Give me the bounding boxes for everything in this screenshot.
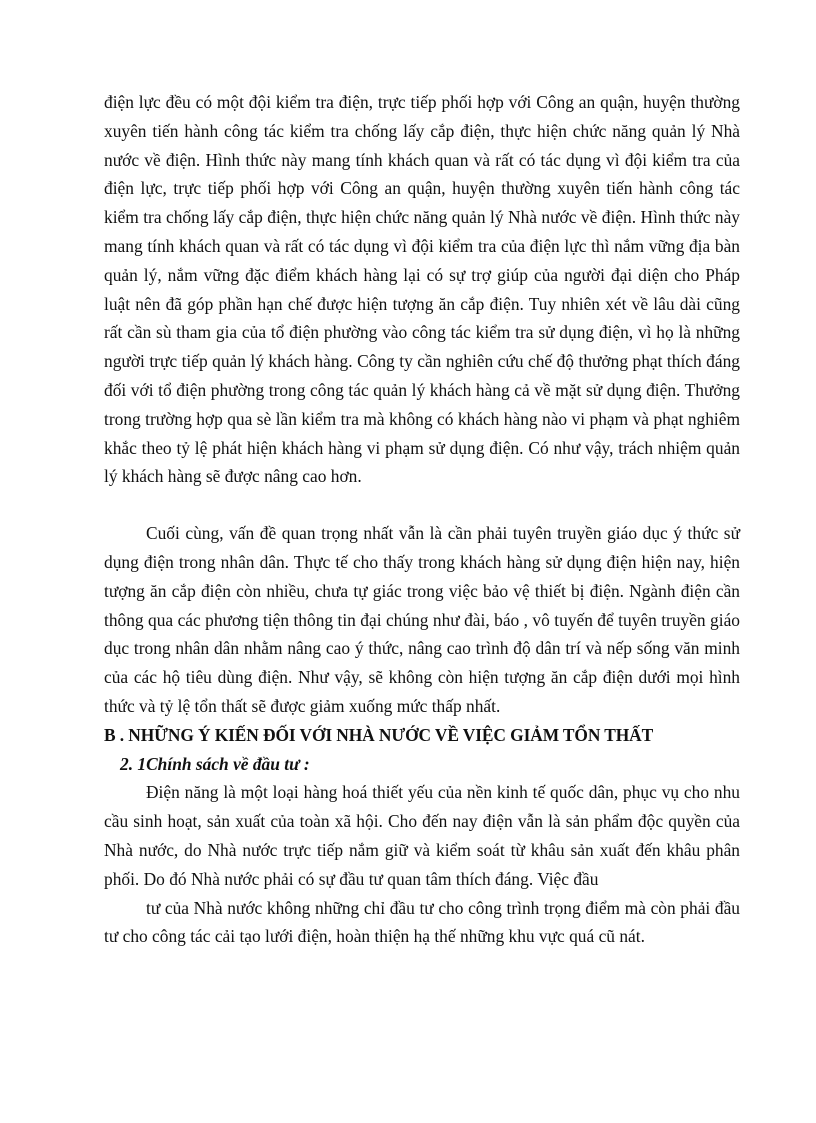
paragraph-propaganda: Cuối cùng, vấn đề quan trọng nhất vẫn là cần phải tuyên truyền giáo dục ý thức sử dụng điện trong nhân dân. Thực tế cho thấy trong khách hàng sử dụng điện hiện nay, hiện tượng ăn cắp điện còn nhiều, chưa tự giác trong việc bảo vệ thiết bị điện. Ngành điện cần thông qua các phương tiện thông tin đại chúng như đài, báo , vô tuyến để tuyên truyền giáo dục trong nhân dân nhằm nâng cao ý thức, nâng cao trình độ dân trí và nếp sống văn minh của các hộ tiêu dùng điện. Như vậy, sẽ không còn hiện tượng ăn cắp điện dưới mọi hình thức và tỷ lệ tổn thất sẽ được giảm xuống mức thấp nhất.	[104, 523, 740, 716]
paragraph-electricity-commodity: Điện năng là một loại hàng hoá thiết yếu của nền kinh tế quốc dân, phục vụ cho nhu cầu sinh hoạt, sản xuất của toàn xã hội. Cho đến nay điện vẫn là sản phẩm độc quyền của Nhà nước, do Nhà nước trực tiếp nắm giữ và kiểm soát từ khâu sản xuất đến khâu phân phối. Do đó Nhà nước phải có sự đầu tư quan tâm thích đáng. Việc đầu	[104, 782, 740, 889]
document-page	[104, 88, 740, 951]
paragraph-inspection: điện lực đều có một đội kiểm tra điện, trực tiếp phối hợp với Công an quận, huyện thường xuyên tiến hành công tác kiểm tra chống lấy cắp điện, thực hiện chức năng quản lý Nhà nước về điện. Hình thức này mang tính khách quan và rất có tác dụng vì đội kiểm tra của điện lực, trực tiếp phối hợp với Công an quận, huyện thường xuyên tiến hành công tác kiểm tra chống lấy cắp điện, thực hiện chức năng quản lý Nhà nước về điện. Hình thức này mang tính khách quan và rất có tác dụng vì đội kiểm tra của điện lực thì nắm vững địa bàn quản lý, nắm vững đặc điểm khách hàng lại có sự trợ giúp của người đại diện cho Pháp luật nên đã góp phần hạn chế được hiện tượng ăn cắp điện. Tuy nhiên xét về lâu dài cũng rất cần sù tham gia của tổ điện phường vào công tác kiểm tra sử dụng điện, vì họ là những người trực tiếp quản lý khách hàng. Công ty cần nghiên cứu chế độ thưởng phạt thích đáng đối với tổ điện phường trong công tác quản lý khách hàng cả về mặt sử dụng điện. Thưởng trong trường hợp qua sè lần kiểm tra mà không có khách hàng nào vi phạm và phạt nghiêm khắc theo tỷ lệ phát hiện khách hàng vi phạm sử dụng điện. Có như vậy, trách nhiệm quản lý khách hàng sẽ được nâng cao hơn.	[104, 92, 740, 487]
paragraph-state-investment: tư của Nhà nước không những chỉ đầu tư cho công trình trọng điểm mà còn phải đầu tư cho công tác cải tạo lưới điện, hoàn thiện hạ thế những khu vực quá cũ nát.	[104, 897, 740, 947]
subheading-investment-policy: 2. 1Chính sách về đầu tư :	[120, 753, 310, 774]
section-heading-b: B . NHỮNG Ý KIẾN ĐỐI VỚI NHÀ NƯỚC VỀ VIỆC GIẢM TỔN THẤT	[104, 724, 654, 745]
